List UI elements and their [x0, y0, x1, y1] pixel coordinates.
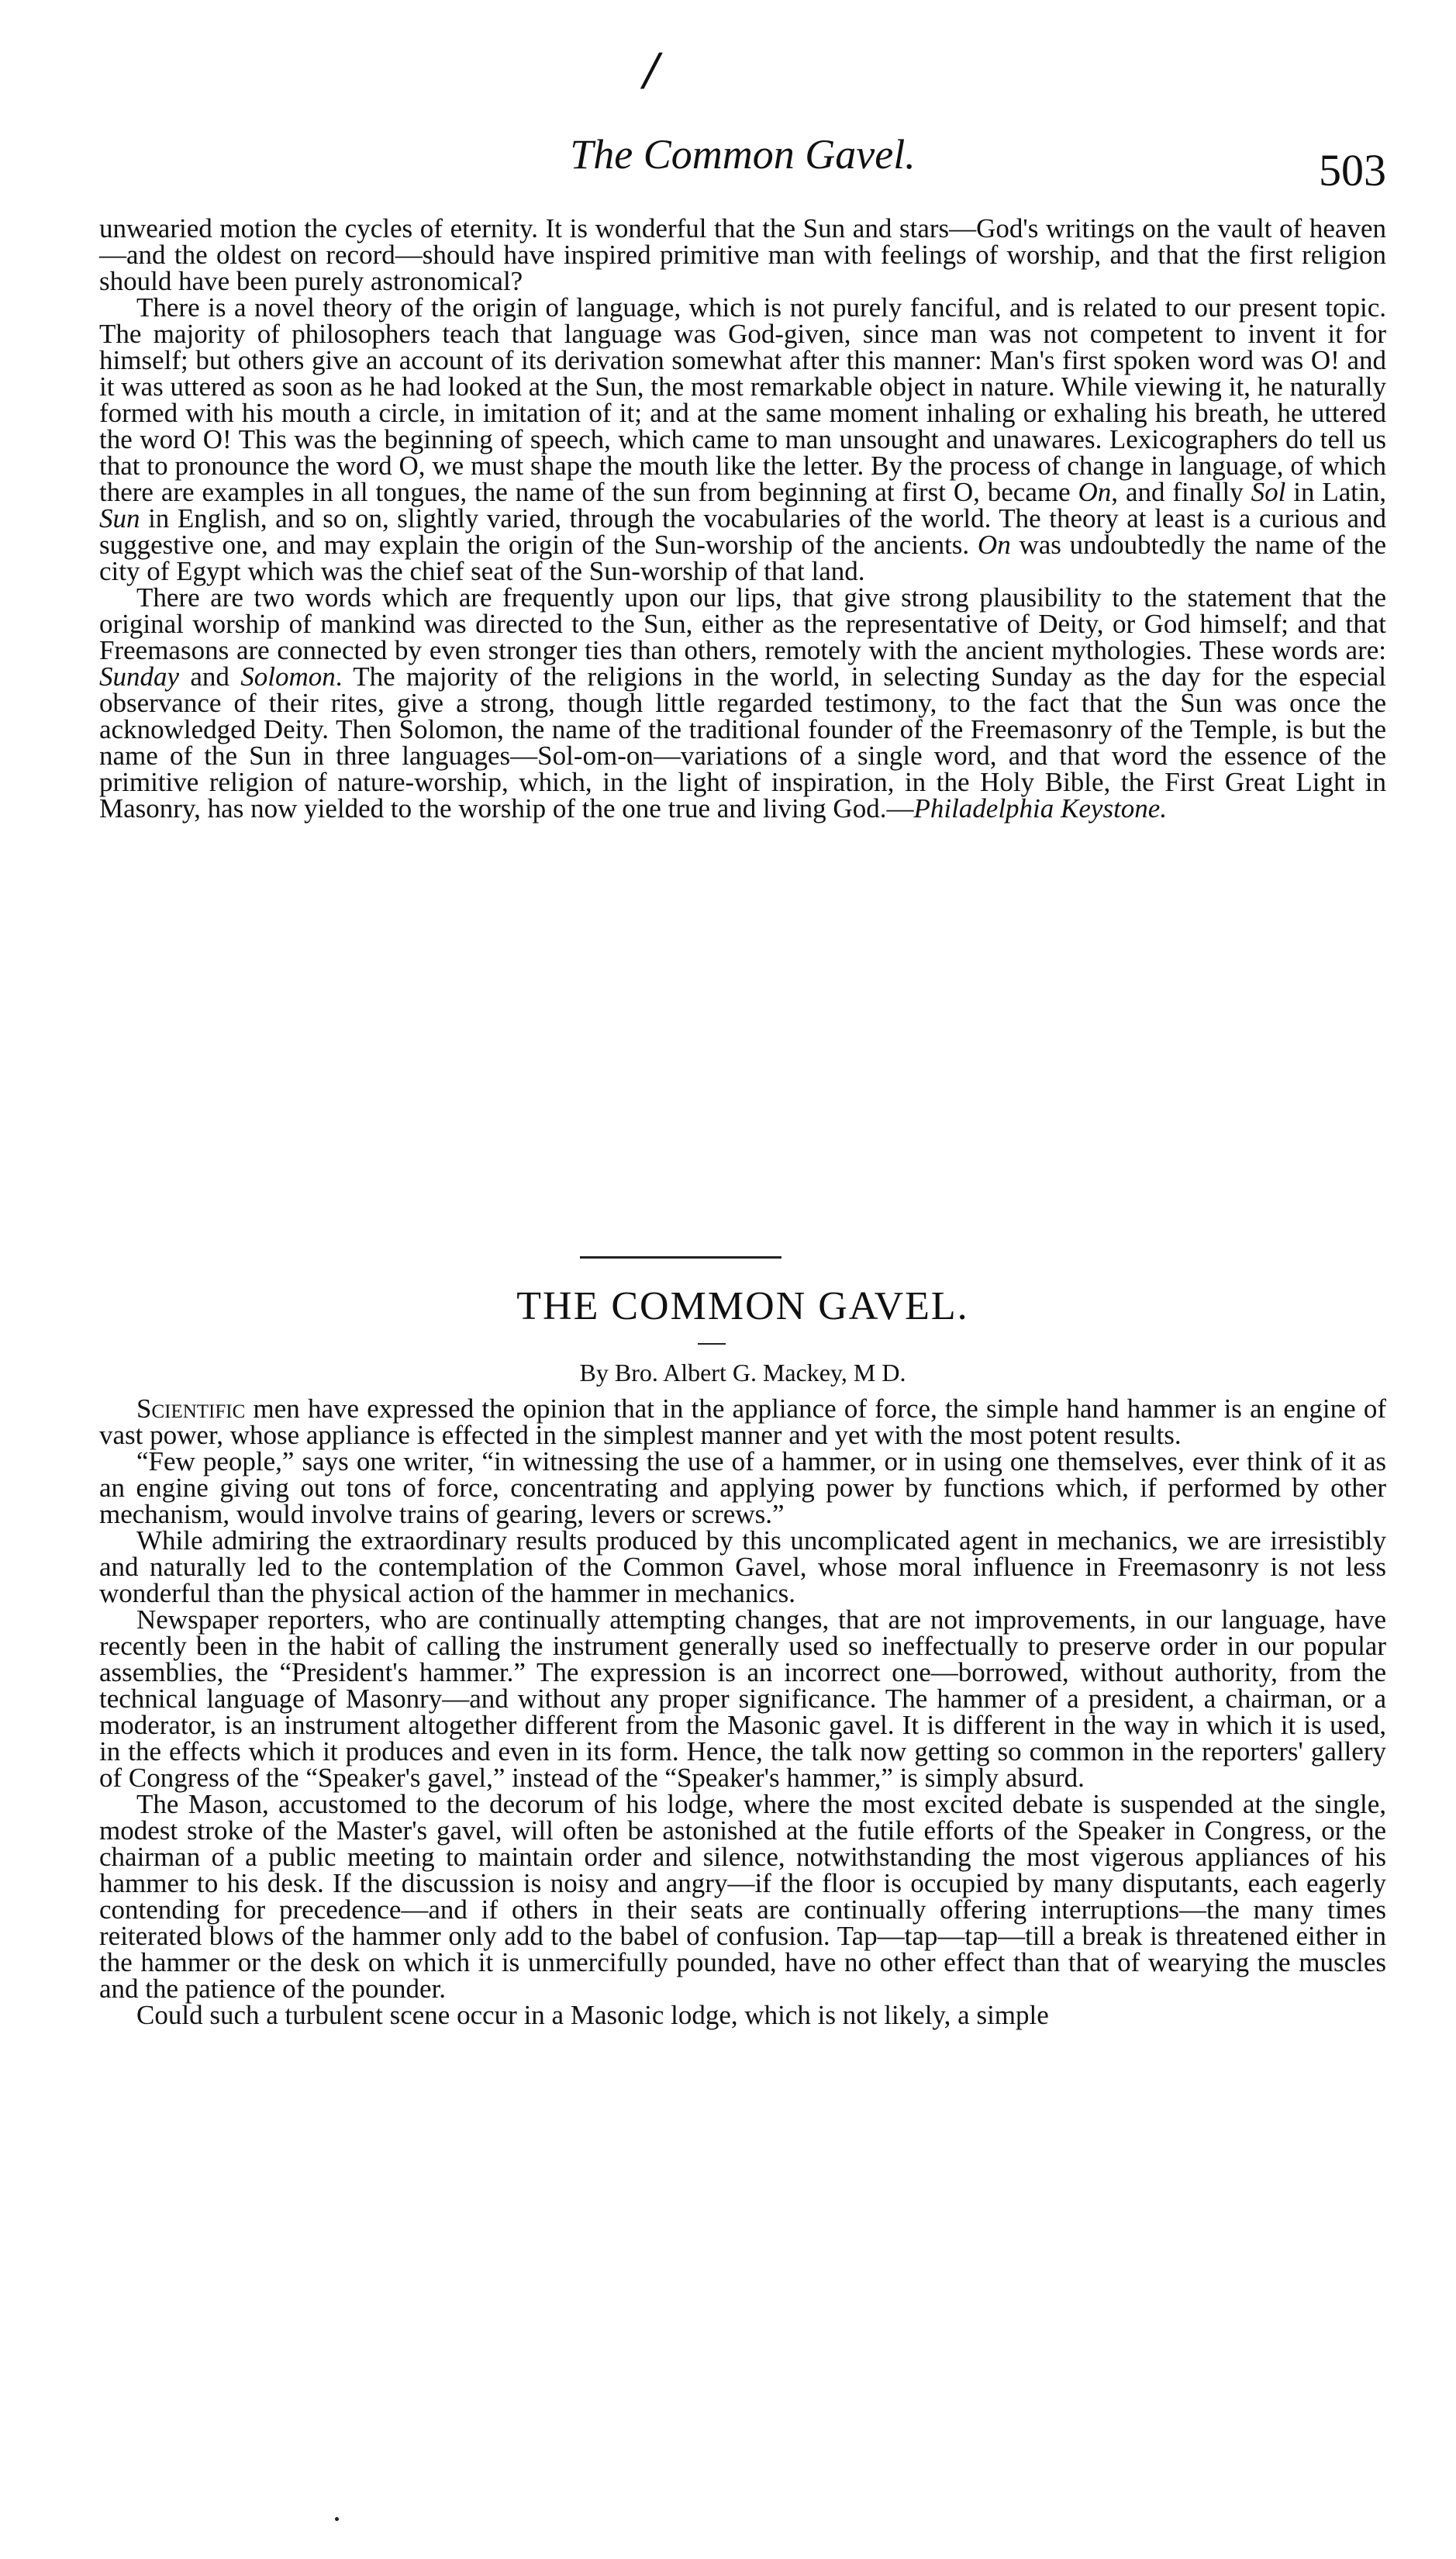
italic-word: On: [1078, 477, 1112, 507]
source-attribution: Philadelphia Keystone.: [913, 793, 1168, 824]
italic-word: On: [977, 530, 1011, 560]
article-gavel-body: [99, 1393, 1386, 2030]
text-run: in English, and so on, slightly varied, through the vocabularies of the world. The theory at least is a curious and suggestive one, and may explain the origin of the Sun-worship of the ancients.: [99, 503, 1386, 560]
page-header: [99, 130, 1386, 195]
italic-word: Sun: [99, 503, 140, 534]
ink-mark: /: [643, 41, 659, 101]
italic-word: Sunday: [99, 661, 180, 692]
paragraph: [99, 1525, 1386, 1608]
text-run: , and finally: [1111, 477, 1251, 507]
author-byline: By Bro. Albert G. Mackey, M D.: [579, 1359, 906, 1387]
paragraph: [99, 1446, 1386, 1529]
text-run: Newspaper reporters, who are continually attempting changes, that are not improvements, in our language, have recently been in the habit of calling the instrument generally used so ineffectually to preserve order in our popular assemblies, the “President's hammer.” The expression is an incorrect one—borrowed, without authority, from the technical language of Masonry—and without any proper significance. The hammer of a president, a chairman, or a moderator, is an instrument altogether different from the Masonic gavel. It is different in the way in which it is used, in the effects which it produces and even in its form. Hence, the talk now getting so common in the reporters' gallery of Congress of the “Speaker's gavel,” instead of the “Speaker's hammer,” is simply absurd.: [99, 1604, 1386, 1793]
text-run: There is a novel theory of the origin of language, which is not purely fanciful, and is related to our present topic. The majority of philosophers teach that language was God-given, since man was not competent to invent it for himself; but others give an account of its derivation somewhat after this manner: Man's first spoken word was O! and it was uttered as soon as he had looked at the Sun, the most remarkable object in nature. While viewing it, he naturally formed with his mouth a circle, in imitation of it; and at the same moment inhaling or exhaling his breath, he uttered the word O! This was the beginning of speech, which came to man unsought and unawares. Lexicographers do tell us that to pronounce the word O, we must shape the mouth like the letter. By the process of change in language, of which there are examples in all tongues, the name of the sun from beginning at first O, became: [99, 292, 1386, 507]
paragraph: [99, 1393, 1386, 1450]
italic-word: Sol: [1251, 477, 1286, 507]
article-title: THE COMMON GAVEL.: [516, 1284, 969, 1328]
text-run: The Mason, accustomed to the decorum of his lodge, where the most excited debate is suspended at the single, modest stroke of the Master's gavel, will often be astonished at the futile efforts of the Speaker in Congress, or the chairman of a public meeting to maintain order and silence, notwithstanding the most vigerous appliances of his hammer to his desk. If the discussion is noisy and angry—if the floor is occupied by many disputants, each eagerly contending for precedence—and if others in their seats are continually offering interruptions—the many times reiterated blows of the hammer only add to the babel of confusion. Tap—tap—tap—till a break is threatened either in the hammer or the desk on which it is unmercifully pounded, have no other effect than that of wearying the muscles and the patience of the pounder.: [99, 1789, 1386, 2004]
paragraph: [99, 213, 1386, 296]
paragraph: [99, 2002, 1386, 2029]
text-run: men have expressed the opinion that in the appliance of force, the simple hand hammer is an engine of vast power, whose appliance is effected in the simplest manner and yet with the most potent results.: [99, 1393, 1386, 1450]
text-run: was undoubtedly the name of the city of Egypt which was the chief seat of the Sun-worship of that land.: [99, 530, 1386, 586]
text-run: unwearied motion the cycles of eternity. It is wonderful that the Sun and stars—God's writings on the vault of heaven—and the oldest on record—should have inspired primitive man with feelings of worship, and that the first religion should have been purely astronomical?: [99, 213, 1386, 296]
section-divider: [580, 1256, 781, 1259]
text-run: in Latin,: [1285, 477, 1386, 507]
text-run: and: [179, 661, 241, 692]
text-run: “Few people,” says one writer, “in witnessing the use of a hammer, or in using one themselves, ever think of it as an engine giving out tons of force, concentrating and applying power by functions which, if performed by other mechanism, would involve trains of gearing, levers or screws.”: [99, 1446, 1386, 1529]
text-run: While admiring the extraordinary results produced by this uncomplicated agent in mechanics, we are irresistibly and naturally led to the contemplation of the Common Gavel, whose moral influence in Freemasonry is not less wonderful than the physical action of the hammer in mechanics.: [99, 1525, 1386, 1608]
italic-word: Solomon: [240, 661, 336, 692]
text-run: . The majority of the religions in the world, in selecting Sunday as the day for the especial observance of their rites, give a strong, though little regarded testimony, to the fact that the Sun was once the acknowledged Deity. Then Solomon, the name of the traditional founder of the Freemasonry of the Temple, is but the name of the Sun in three languages—Sol-om-on—variations of a single word, and that word the essence of the primitive religion of nature-worship, which, in the light of inspiration, in the Holy Bible, the First Great Light in Masonry, has now yielded to the worship of the one true and living God.—: [99, 661, 1387, 824]
stray-ink-dot: [335, 2517, 339, 2521]
paragraph: [99, 292, 1386, 586]
text-run: There are two words which are frequently upon our lips, that give strong plausibility to the statement that the original worship of mankind was directed to the Sun, either as the representative of Deity, or God himself; and that Freemasons are connected by even stronger ties than others, remotely with the ancient mythologies. These words are:: [99, 582, 1386, 665]
page-number: 503: [1319, 145, 1386, 195]
paragraph: [99, 582, 1387, 824]
title-underline: [698, 1343, 726, 1345]
paragraph: [99, 1791, 1386, 2002]
paragraph: [99, 1604, 1386, 1793]
article-keystone-body: [99, 213, 1387, 824]
lead-in-smallcaps: Scientific: [136, 1393, 246, 1424]
running-title: The Common Gavel.: [570, 131, 916, 178]
text-run: Could such a turbulent scene occur in a Masonic lodge, which is not likely, a simple: [136, 2000, 1049, 2030]
